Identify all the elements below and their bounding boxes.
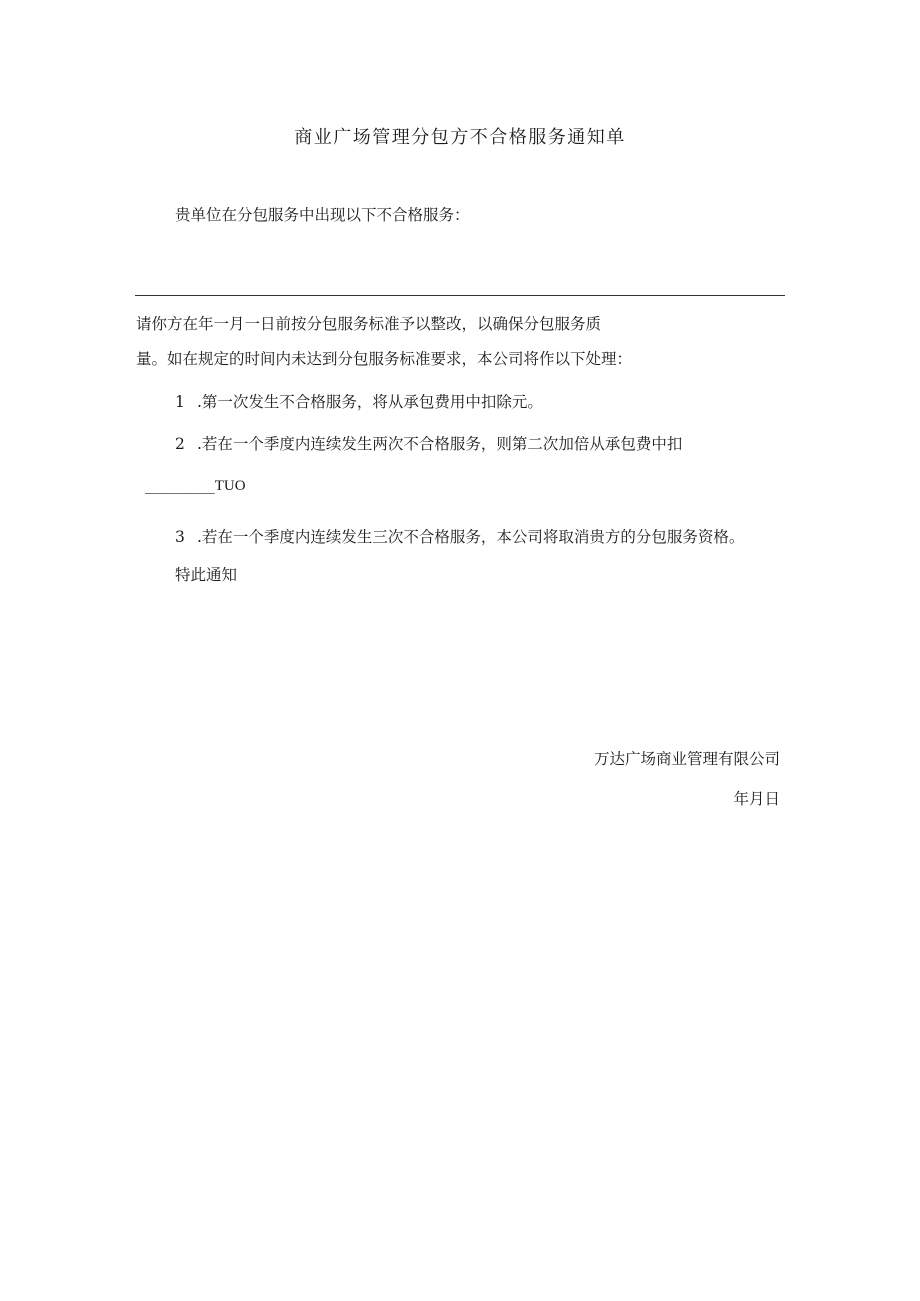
list-item-text: .若在一个季度内连续发生两次不合格服务，则第二次加倍从承包费中扣 <box>197 435 683 453</box>
body-line-1: 请你方在年一月一日前按分包服务标准予以整改，以确保分包服务质 <box>136 315 602 333</box>
list-item-number: 2 <box>175 435 185 453</box>
document-title: 商业广场管理分包方不合格服务通知单 <box>294 127 626 148</box>
blank-underline: _________ <box>145 476 215 494</box>
fill-in-underline <box>135 295 785 296</box>
list-item-text: .第一次发生不合格服务，将从承包费用中扣除元。 <box>197 393 543 411</box>
list-item-2 <box>175 434 682 454</box>
list-item-1 <box>175 392 543 412</box>
list-item-text: .若在一个季度内连续发生三次不合格服务，本公司将取消贵方的分包服务资格。 <box>197 528 745 546</box>
signature-date: 年月日 <box>733 790 780 808</box>
body-line-2: 量。如在规定的时间内未达到分包服务标准要求，本公司将作以下处理： <box>136 350 633 368</box>
intro-text: 贵单位在分包服务中出现以下不合格服务： <box>175 206 470 224</box>
continuation-suffix: TUO <box>214 478 246 494</box>
signature-company: 万达广场商业管理有限公司 <box>593 750 780 768</box>
list-item-2-continuation <box>145 475 246 496</box>
list-item-number: 3 <box>175 528 185 546</box>
notice-text: 特此通知 <box>175 566 238 584</box>
list-item-number: 1 <box>175 393 185 411</box>
list-item-3 <box>175 527 744 547</box>
